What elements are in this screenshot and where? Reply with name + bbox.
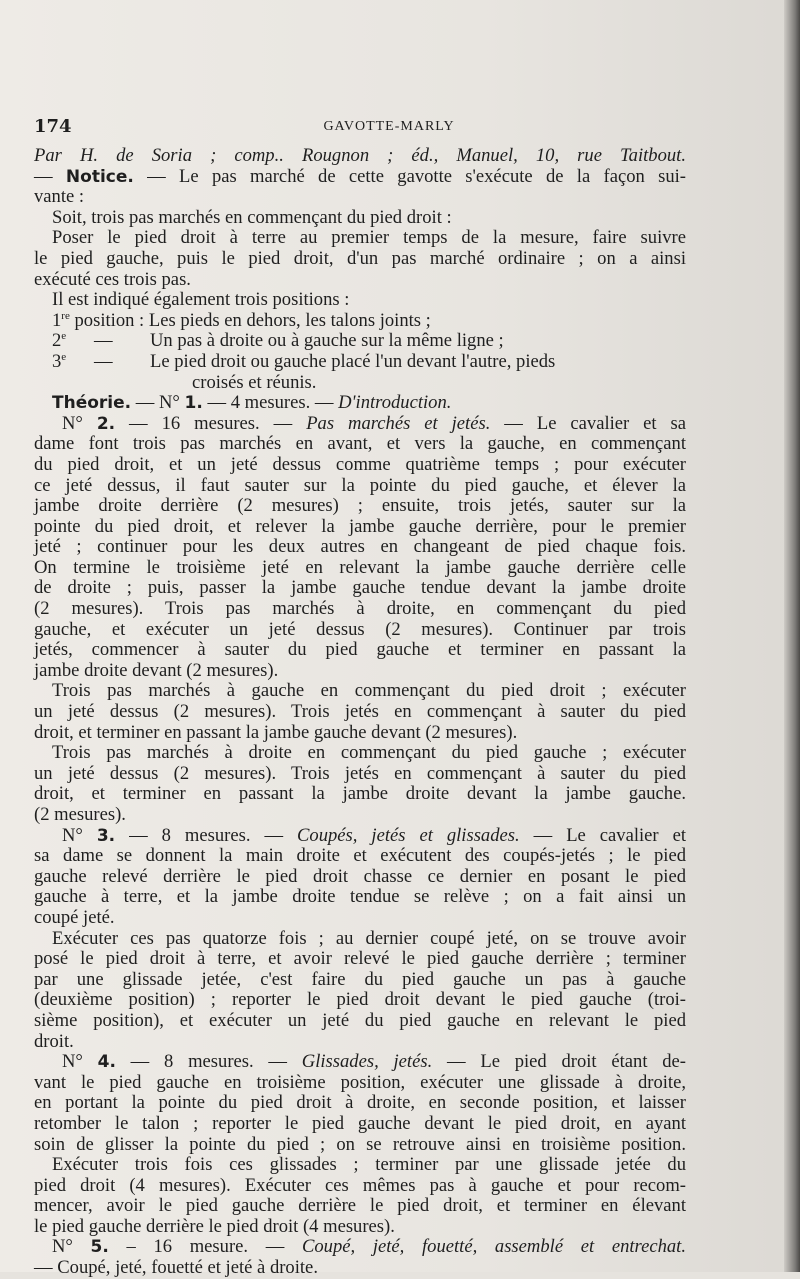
n2-line-9: de droite ; puis, passer la jambe gauche tendue devant la jambe droite (34, 577, 686, 599)
n2-line-4: ce jeté dessus, il faut sauter sur la pointe du pied gauche, et élever la (34, 474, 686, 496)
n5-line-2: — Coupé, jeté, fouetté et jeté à droite. (34, 1257, 318, 1279)
paragraph-positions-intro: Il est indiqué également trois positions : (52, 289, 350, 311)
position-2-dash: — (94, 330, 113, 352)
paragraph-poser-3: exécuté ces trois pas. (34, 268, 191, 290)
tp2-line-1: Trois pas marchés à droite en commençant du pied gauche ; exécuter (52, 742, 686, 764)
n3-line-3: gauche relevé derrière le pied droit chasse ce dernier en posant le pied (34, 865, 686, 887)
n5-line-1 (34, 1237, 686, 1258)
n3-number: 3. (96, 825, 116, 846)
ex1-line-1: Exécuter ces pas quatorze fois ; au dernier coupé jeté, on se trouve avoir (52, 927, 686, 949)
n5-title: Coupé, jeté, fouetté, assemblé et entrechat. (301, 1236, 686, 1258)
tp2-line-3: droit, et terminer en passant la jambe droite devant la jambe gauche. (34, 783, 686, 805)
n3-line-1 (34, 826, 686, 847)
n3-pre: N° (62, 824, 97, 846)
tp1-line-2: un jeté dessus (2 mesures). Trois jetés en commençant à sauter du pied (34, 701, 686, 723)
tp2-line-4: (2 mesures). (34, 804, 126, 825)
ex1-line-6: droit. (34, 1030, 74, 1052)
n4-pre: N° (62, 1051, 98, 1073)
n2-line-6: pointe du pied droit, et relever la jambe gauche derrière, pour le premier (34, 515, 686, 537)
n4-line-4: retomber le talon ; reporter le pied gauche devant le pied droit, en ayant (34, 1112, 686, 1134)
n3-line-5: coupé jeté. (34, 906, 115, 928)
position-2-number: 2 (52, 330, 62, 352)
paragraph-poser-2: le pied gauche, puis le pied droit, d'un pas marché ordinaire ; on a ainsi (34, 247, 686, 269)
n2-line-7: jeté ; continuer pour les deux autres en changeant de pied chaque fois. (34, 536, 686, 558)
n2-title: Pas marchés et jetés. (306, 412, 491, 434)
paragraph-poser-1: Poser le pied droit à terre au premier temps de la mesure, faire suivre (52, 227, 686, 249)
n2-line-12: jetés, commencer à sauter du pied gauche et terminer en passant la (34, 639, 686, 661)
n2-line-3: du pied droit, et un jeté dessus comme quatrième temps ; pour exécuter (34, 453, 686, 475)
n4-measures: — 8 mesures. — (115, 1051, 302, 1073)
position-3-dash: — (94, 350, 113, 372)
n4-line-1 (34, 1052, 686, 1073)
n2-line-5: jambe droite derrière (2 mesures) ; ensuite, trois jetés, sauter sur la (34, 495, 686, 517)
notice-label: Notice. (65, 166, 134, 187)
n2-line-11: gauche, et exécuter un jeté dessus (2 mesures). Continuer par trois (34, 618, 686, 640)
notice-text: — Le pas marché de cette gavotte s'exécute de la façon sui- (133, 165, 687, 187)
position-1 (34, 311, 686, 332)
theorie-number: 1. (184, 393, 203, 414)
n3-title: Coupés, jetés et glissades. (297, 824, 520, 846)
n2-line-8: On termine le troisième jeté en relevant la jambe gauche derrière celle (34, 556, 686, 578)
theorie-line (34, 393, 686, 414)
n4-title: Glissades, jetés. (301, 1051, 433, 1073)
position-2-text: Un pas à droite ou à gauche sur la même ligne ; (150, 330, 504, 352)
position-3-text: Le pied droit ou gauche placé l'un devant l'autre, pieds (150, 350, 556, 372)
n2-pre: N° (62, 412, 97, 434)
n4-number: 4. (97, 1052, 116, 1073)
ex2-line-1: Exécuter trois fois ces glissades ; terminer par une glissade jetée du (52, 1154, 686, 1176)
n2-line-1 (34, 414, 686, 435)
ex1-line-3: par une glissade jetée, c'est faire du pied gauche un pas à gauche (34, 968, 686, 990)
n5-measures: – 16 mesure. — (108, 1236, 302, 1258)
n3-line-4: gauche à terre, et la jambe droite tendue se relève ; on a fait ainsi un (34, 886, 686, 908)
n2-post: — Le cavalier et sa (490, 412, 687, 434)
ex1-line-2: posé le pied droit à terre, et avoir relevé le pied gauche derrière ; terminer (34, 948, 686, 970)
body-text (34, 146, 686, 1279)
position-3-sup: e (61, 350, 67, 363)
theorie-label: Théorie. (52, 393, 132, 414)
n2-line-13: jambe droite devant (2 mesures). (34, 659, 279, 681)
n2-line-2: dame font trois pas marchés en avant, et vers la gauche, en commençant (34, 433, 686, 455)
ex2-line-3: mencer, avoir le pied gauche derrière le pied droit, et terminer en élevant (34, 1195, 686, 1217)
page-header (34, 116, 744, 138)
n3-measures: — 8 mesures. — (115, 824, 298, 846)
ex2-line-4: le pied gauche derrière le pied droit (4 mesures). (34, 1215, 395, 1237)
n4-post: — Le pied droit étant de- (432, 1051, 686, 1073)
notice-line-2: vante : (34, 186, 85, 208)
n5-number: 5. (90, 1237, 109, 1258)
page-edge-shadow (784, 0, 800, 1272)
n2-measures: — 16 mesures. — (115, 412, 307, 434)
tp2-line-2: un jeté dessus (2 mesures). Trois jetés en commençant à sauter du pied (34, 762, 686, 784)
n4-line-5: soin de glisser la pointe du pied ; on se retrouve ainsi en troisième position. (34, 1133, 686, 1155)
theorie-title: D'introduction. (338, 392, 452, 414)
theorie-measures: — 4 mesures. — (202, 392, 339, 414)
position-3-number: 3 (52, 350, 62, 372)
citation: Par H. de Soria ; comp.. Rougnon ; éd., Manuel, 10, rue Taitbout. (34, 145, 686, 166)
position-1-text: position : Les pieds en dehors, les talons joints ; (69, 309, 431, 331)
ex1-line-5: sième position), et exécuter un jeté du pied gauche en relevant le pied (34, 1009, 686, 1031)
position-2-sup: e (61, 330, 67, 343)
ex1-line-4: (deuxième position) ; reporter le pied droit devant le pied gauche (troi- (34, 989, 686, 1011)
n5-pre: N° (52, 1236, 91, 1258)
n2-line-10: (2 mesures). Trois pas marchés à droite, en commençant du pied (34, 598, 686, 620)
running-title: GAVOTTE-MARLY (323, 119, 455, 134)
paragraph-soit: Soit, trois pas marchés en commençant du pied droit : (52, 206, 452, 228)
page-number: 174 (34, 116, 72, 137)
n4-line-3: en portant la pointe du pied droit à droite, en seconde position, et laisser (34, 1092, 686, 1114)
n3-post: — Le cavalier et (519, 824, 686, 846)
position-3-cont: croisés et réunis. (192, 371, 317, 393)
tp1-line-1: Trois pas marchés à gauche en commençant du pied droit ; exécuter (52, 680, 686, 702)
ex2-line-2: pied droit (4 mesures). Exécuter ces mêmes pas à gauche et pour recom- (34, 1174, 686, 1196)
n2-number: 2. (96, 413, 116, 434)
n4-line-2: vant le pied gauche en troisième position, exécuter une glissade à droite, (34, 1071, 686, 1093)
notice-line: — Notice. — Le pas marché de cette gavotte s'exécute de la façon sui- (34, 165, 687, 187)
citation-line (34, 146, 686, 167)
position-3 (34, 352, 686, 373)
tp1-line-3: droit, et terminer en passant la jambe gauche devant (2 mesures). (34, 721, 518, 743)
position-1-sup: re (61, 309, 70, 322)
position-2 (34, 331, 686, 352)
theorie-no: — N° (131, 392, 185, 414)
position-1-number: 1 (52, 309, 62, 331)
n3-line-2: sa dame se donnent la main droite et exécutent des coupés-jetés ; le pied (34, 845, 686, 867)
